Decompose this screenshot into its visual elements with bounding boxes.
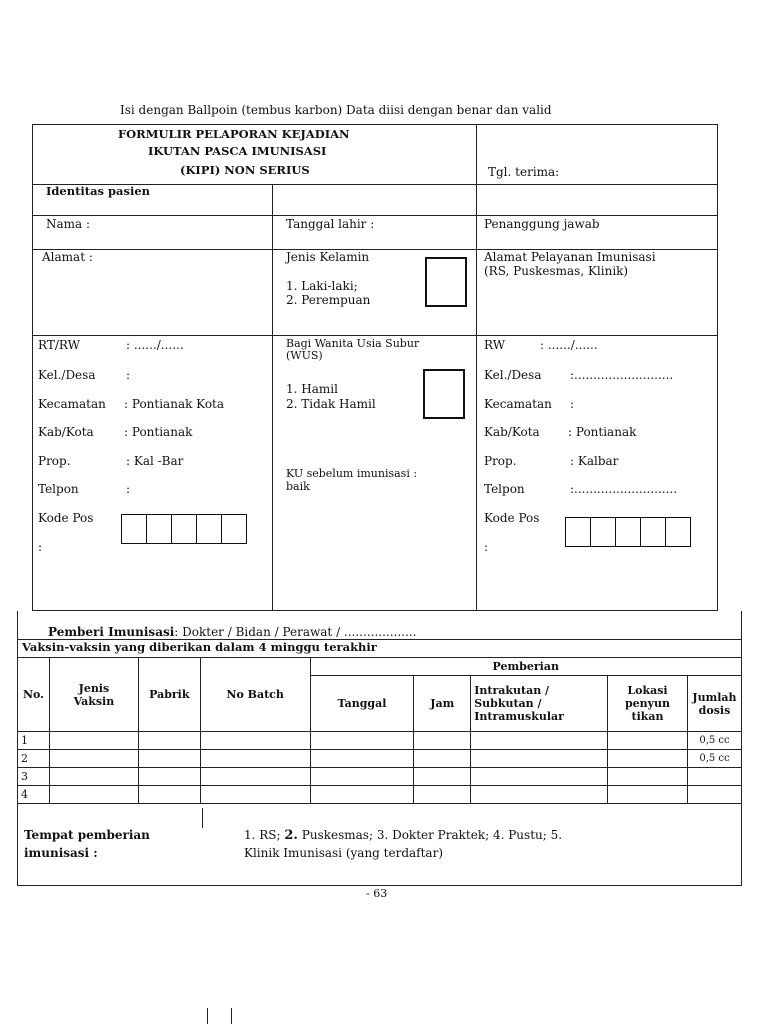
table-row <box>18 750 742 768</box>
form-title-line2: IKUTAN PASCA IMUNISASI <box>148 144 327 158</box>
col-jumlah-dosis: Jumlah dosis <box>687 676 741 732</box>
kecamatan-label: Kecamatan <box>38 397 106 411</box>
col-lokasi: Lokasi penyun tikan <box>608 676 688 732</box>
kab-label: Kab/Kota <box>38 425 94 439</box>
alamat-field[interactable]: Alamat : <box>42 250 93 264</box>
row-no: 4 <box>18 786 50 804</box>
col-pemberian: Pemberian <box>310 658 741 676</box>
table-row <box>18 732 742 750</box>
table-row <box>18 768 742 786</box>
rtrw-value[interactable]: : ....../...... <box>126 338 184 352</box>
row-dosis[interactable] <box>687 768 741 786</box>
alamat-pelayanan-line1: Alamat Pelayanan Imunisasi <box>484 250 656 264</box>
jenis-kelamin-checkbox[interactable] <box>425 257 467 307</box>
col-pabrik: Pabrik <box>138 658 200 732</box>
prop-label-right: Prop. <box>484 454 517 468</box>
kodepos-colon: : <box>38 540 43 554</box>
tempat-options-line1[interactable]: 1. RS; 2. Puskesmas; 3. Dokter Praktek; 4. Pustu; 5. <box>244 828 563 843</box>
vaccine-table <box>17 657 742 804</box>
pemberi-label: Pemberi Imunisasi <box>48 625 175 639</box>
col-jam: Jam <box>414 676 471 732</box>
kel-label-right: Kel./Desa <box>484 368 542 382</box>
wus-label-line1: Bagi Wanita Usia Subur <box>286 337 420 350</box>
prop-value-right[interactable]: : Kalbar <box>570 454 619 468</box>
tempat-label-line2: imunisasi : <box>24 846 98 860</box>
kodepos-label-right: Kode Pos <box>484 511 540 525</box>
kodepos-input-right[interactable] <box>565 517 690 547</box>
pemberi-value[interactable]: : Dokter / Bidan / Perawat / ................... <box>174 625 417 639</box>
row-no: 3 <box>18 768 50 786</box>
row-dosis[interactable]: 0,5 cc <box>687 732 741 750</box>
tempat-options-line2[interactable]: Klinik Imunisasi (yang terdaftar) <box>244 846 444 860</box>
rw-value[interactable]: : ....../...... <box>540 338 598 352</box>
kel-label: Kel./Desa <box>38 368 96 382</box>
kecamatan-value[interactable]: : Pontianak Kota <box>124 397 225 411</box>
kodepos-colon-right: : <box>484 540 489 554</box>
col-no: No. <box>18 658 50 732</box>
identitas-pasien-heading: Identitas pasien <box>46 184 151 198</box>
pemberi-imunisasi <box>48 625 416 639</box>
prop-label: Prop. <box>38 454 71 468</box>
row-no: 2 <box>18 750 50 768</box>
kab-value[interactable]: : Pontianak <box>124 425 193 439</box>
tgl-terima-label: Tgl. terima: <box>488 165 560 179</box>
wus-option-2: 2. Tidak Hamil <box>286 397 376 411</box>
wus-option-1: 1. Hamil <box>286 382 338 396</box>
page-number: - 63 <box>366 887 388 900</box>
telpon-label-right: Telpon <box>484 482 525 496</box>
tempat-label-line1: Tempat pemberian <box>24 828 150 842</box>
kel-value-right[interactable]: :.......................... <box>570 368 674 382</box>
kab-value-right[interactable]: : Pontianak <box>568 425 637 439</box>
telpon-label: Telpon <box>38 482 79 496</box>
rw-label: RW <box>484 338 506 352</box>
penanggung-jawab-field[interactable]: Penanggung jawab <box>484 217 600 231</box>
col-tanggal: Tanggal <box>310 676 414 732</box>
jk-option-1: 1. Laki-laki; <box>286 279 358 293</box>
jenis-kelamin-label: Jenis Kelamin <box>286 250 370 264</box>
form-title-line1: FORMULIR PELAPORAN KEJADIAN <box>118 127 350 141</box>
row-no: 1 <box>18 732 50 750</box>
ku-value[interactable]: baik <box>286 480 310 493</box>
jk-option-2: 2. Perempuan <box>286 293 371 307</box>
prop-value[interactable]: : Kal -Bar <box>126 454 184 468</box>
vaksin-heading: Vaksin-vaksin yang diberikan dalam 4 minggu terakhir <box>22 640 377 654</box>
nama-field[interactable]: Nama : <box>46 217 91 231</box>
instruction-text: Isi dengan Ballpoin (tembus karbon) Data diisi dengan benar dan valid <box>120 103 552 117</box>
col-jenis-vaksin: Jenis Vaksin <box>49 658 138 732</box>
wus-checkbox[interactable] <box>423 369 465 419</box>
kecamatan-label-right: Kecamatan <box>484 397 552 411</box>
col-no-batch: No Batch <box>200 658 310 732</box>
row-dosis[interactable]: 0,5 cc <box>687 750 741 768</box>
row-dosis[interactable] <box>687 786 741 804</box>
rtrw-label: RT/RW <box>38 338 80 352</box>
table-row <box>18 786 742 804</box>
kodepos-input-left[interactable] <box>121 514 246 544</box>
wus-label-line2: (WUS) <box>286 349 323 362</box>
alamat-pelayanan-line2: (RS, Puskesmas, Klinik) <box>484 264 629 278</box>
kab-label-right: Kab/Kota <box>484 425 540 439</box>
form-title-line3: (KIPI) NON SERIUS <box>180 163 310 177</box>
telpon-value-right[interactable]: :........................... <box>570 482 678 496</box>
col-rute: Intrakutan / Subkutan / Intramuskular <box>471 676 608 732</box>
kel-value[interactable]: : <box>126 368 131 382</box>
tanggal-lahir-field[interactable]: Tanggal lahir : <box>286 217 375 231</box>
kecamatan-value-right[interactable]: : <box>570 397 575 411</box>
telpon-value[interactable]: : <box>126 482 131 496</box>
kodepos-label: Kode Pos <box>38 511 94 525</box>
ku-label: KU sebelum imunisasi : <box>286 467 418 480</box>
